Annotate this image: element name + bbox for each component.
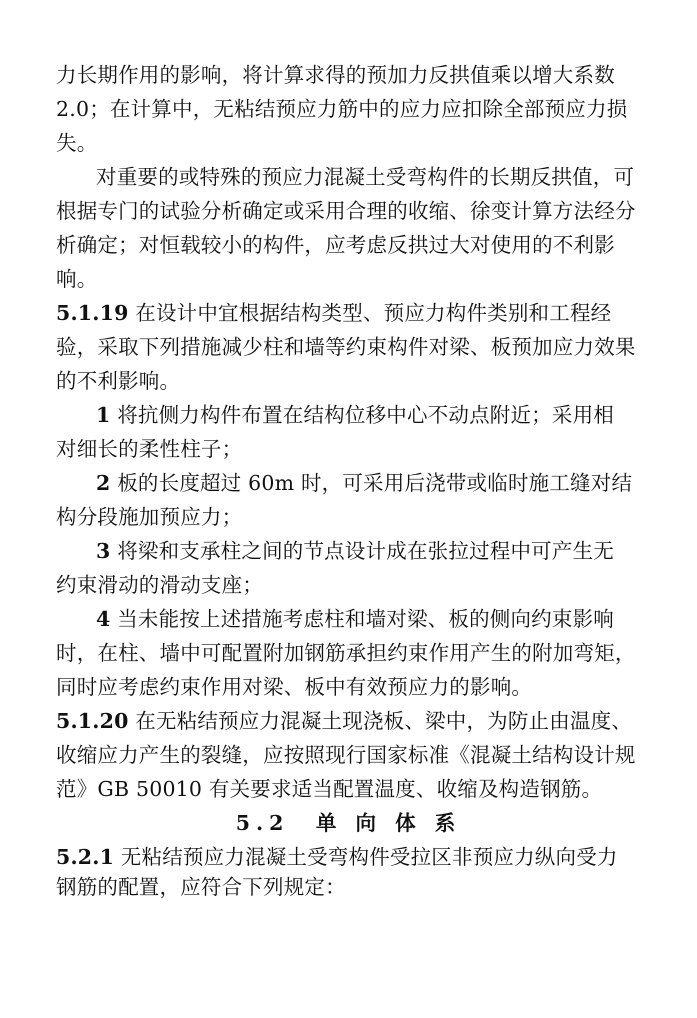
item-number: 3 [96, 539, 111, 563]
item-number: 1 [96, 403, 111, 427]
text-line: 构分段施加预应力； [56, 505, 243, 529]
clause-text: 在设计中宜根据结构类型、预应力构件类别和工程经 [135, 301, 612, 325]
section-heading: 5.2 单 向 体 系 [235, 811, 462, 835]
text-line: 同时应考虑约束作用对梁、板中有效预应力的影响。 [56, 675, 533, 699]
text-line: 的不利影响。 [56, 369, 181, 393]
text-line: 2.0；在计算中，无粘结预应力筋中的应力应扣除全部预应力损 [56, 97, 628, 121]
text-line: 范》GB 50010 有关要求适当配置温度、收缩及构造钢筋。 [56, 777, 603, 801]
text-line: 力长期作用的影响，将计算求得的预加力反拱值乘以增大系数 [56, 63, 615, 87]
item-text: 将抗侧力构件布置在结构位移中心不动点附近；采用相 [117, 403, 614, 427]
clause-number: 5.1.20 [56, 709, 129, 733]
text-line: 收缩应力产生的裂缝，应按照现行国家标准《混凝土结构设计规 [56, 743, 636, 767]
item-2 [96, 468, 636, 500]
item-text: 将梁和支承柱之间的节点设计成在张拉过程中可产生无 [117, 539, 614, 563]
item-1 [96, 400, 636, 432]
item-4 [96, 604, 636, 636]
clause-5-1-19 [56, 298, 636, 330]
item-3 [96, 536, 636, 568]
clause-5-1-20 [56, 706, 636, 738]
text-line: 对细长的柔性柱子； [56, 437, 243, 461]
text-line: 验，采取下列措施减少柱和墙等约束构件对梁、板预加应力效果 [56, 335, 636, 359]
item-text: 当未能按上述措施考虑柱和墙对梁、板的侧向约束影响 [117, 607, 614, 631]
item-number: 2 [96, 471, 111, 495]
text-line: 响。 [56, 267, 98, 291]
clause-number: 5.1.19 [56, 301, 129, 325]
text-line: 对重要的或特殊的预应力混凝土受弯构件的长期反拱值，可 [96, 165, 635, 189]
clause-number: 5.2.1 [56, 845, 115, 869]
text-line: 根据专门的试验分析确定或采用合理的收缩、徐变计算方法经分 [56, 199, 636, 223]
text-line: 钢筋的配置，应符合下列规定： [56, 875, 346, 899]
text-line: 时，在柱、墙中可配置附加钢筋承担约束作用产生的附加弯矩， [56, 641, 636, 665]
item-text: 板的长度超过 60m 时，可采用后浇带或临时施工缝对结 [117, 471, 633, 495]
clause-5-2-1 [56, 842, 636, 874]
text-line: 约束滑动的滑动支座； [56, 573, 263, 597]
text-line: 失。 [56, 131, 98, 155]
item-number: 4 [96, 607, 111, 631]
clause-text: 在无粘结预应力混凝土现浇板、梁中，为防止由温度、 [135, 709, 633, 733]
clause-text: 无粘结预应力混凝土受弯构件受拉区非预应力纵向受力 [120, 845, 618, 869]
text-line: 析确定；对恒载较小的构件，应考虑反拱过大对使用的不利影 [56, 233, 615, 257]
